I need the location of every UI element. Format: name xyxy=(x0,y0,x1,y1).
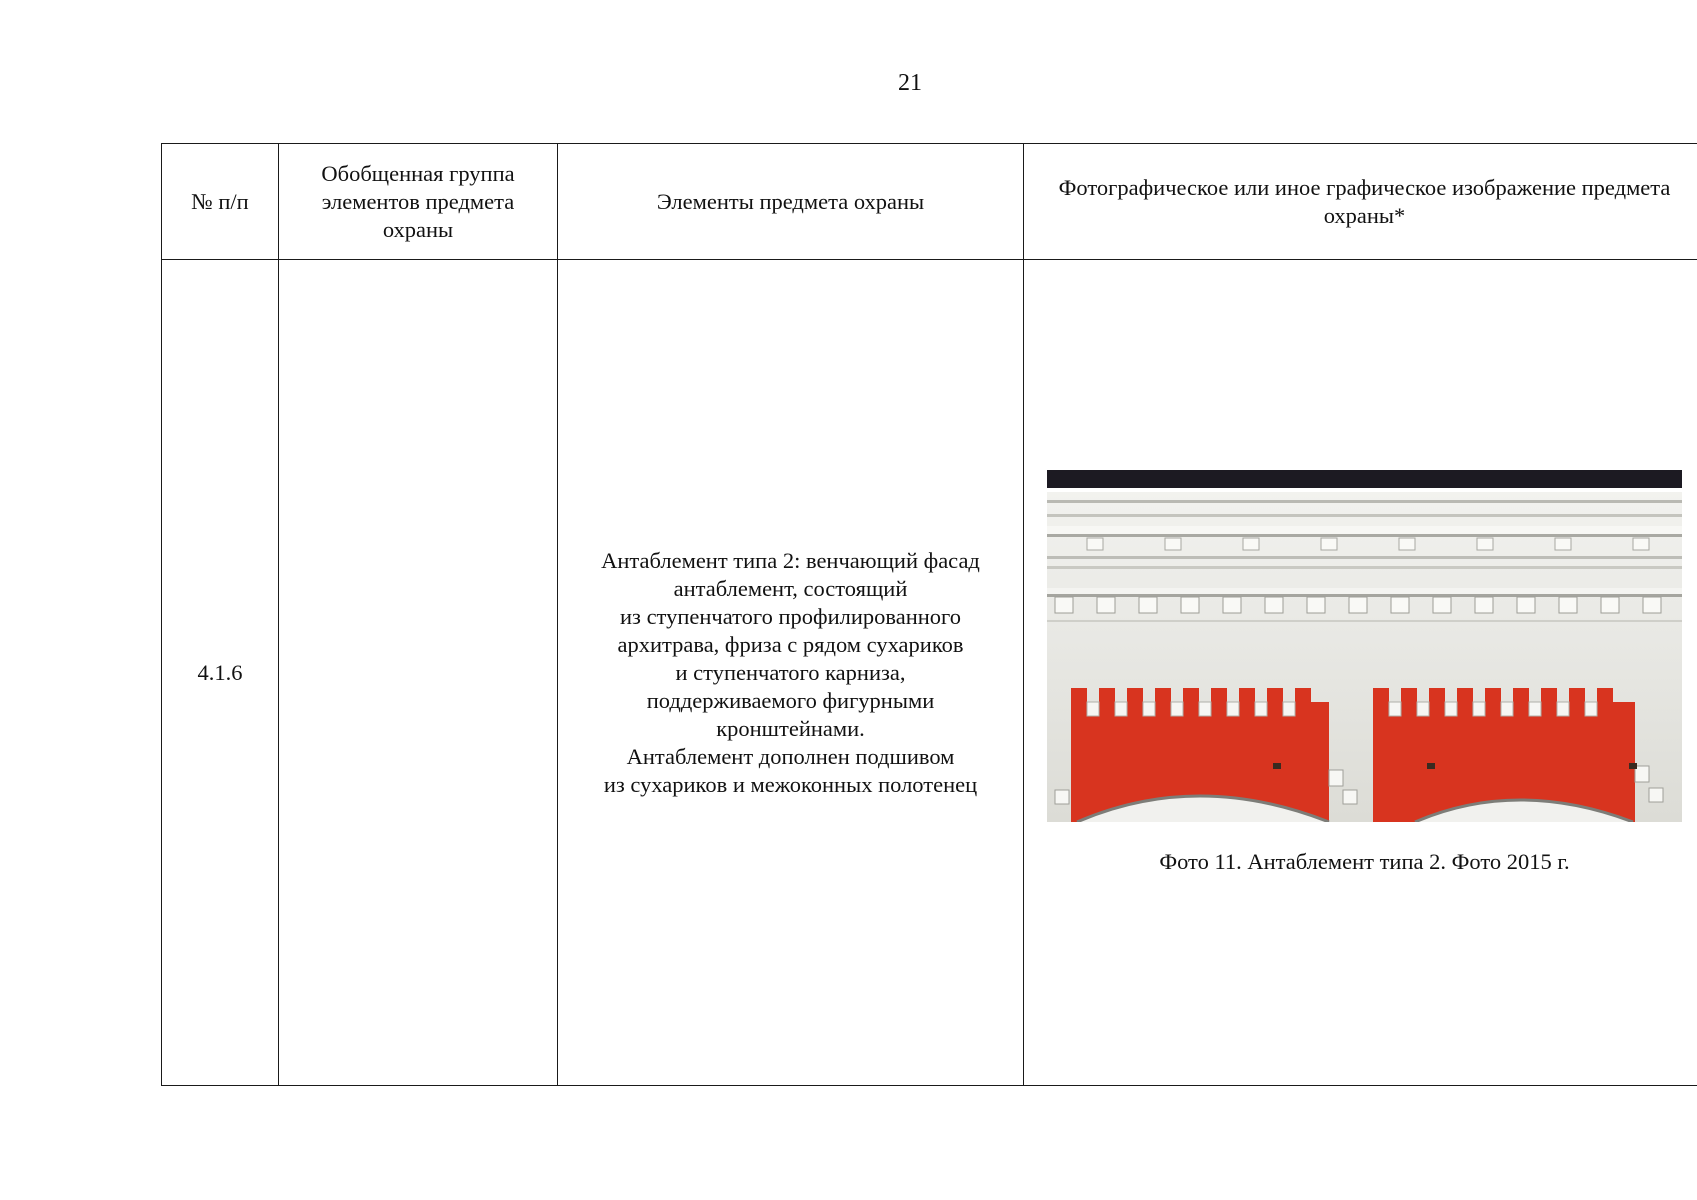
table-row xyxy=(162,260,1697,1086)
page-number: 21 xyxy=(898,70,922,96)
row-group xyxy=(279,260,558,1086)
header-elements: Элементы предмета охраны xyxy=(558,144,1024,260)
photo-caption: Фото 11. Антаблемент типа 2. Фото 2015 г. xyxy=(1159,848,1570,874)
entablature-photo xyxy=(1047,470,1682,822)
row-num: 4.1.6 xyxy=(162,260,279,1086)
row-image-cell xyxy=(1024,260,1697,1086)
header-group: Обобщенная группа элементов предмета охраны xyxy=(279,144,558,260)
table-header-row xyxy=(162,144,1697,260)
header-num: № п/п xyxy=(162,144,279,260)
header-image: Фотографическое или иное графическое изображение предмета охраны* xyxy=(1024,144,1697,260)
protection-elements-table xyxy=(161,143,1697,1086)
row-elements-description: Антаблемент типа 2: венчающий фасад антаблемент, состоящий из ступенчатого профилированного архитрава, фриза с рядом сухариков и ступенчатого карниза, поддерживаемого фигурными кронштейнами. Антаблемент дополнен подшивом из сухариков и межоконных полотенец xyxy=(558,260,1024,1086)
